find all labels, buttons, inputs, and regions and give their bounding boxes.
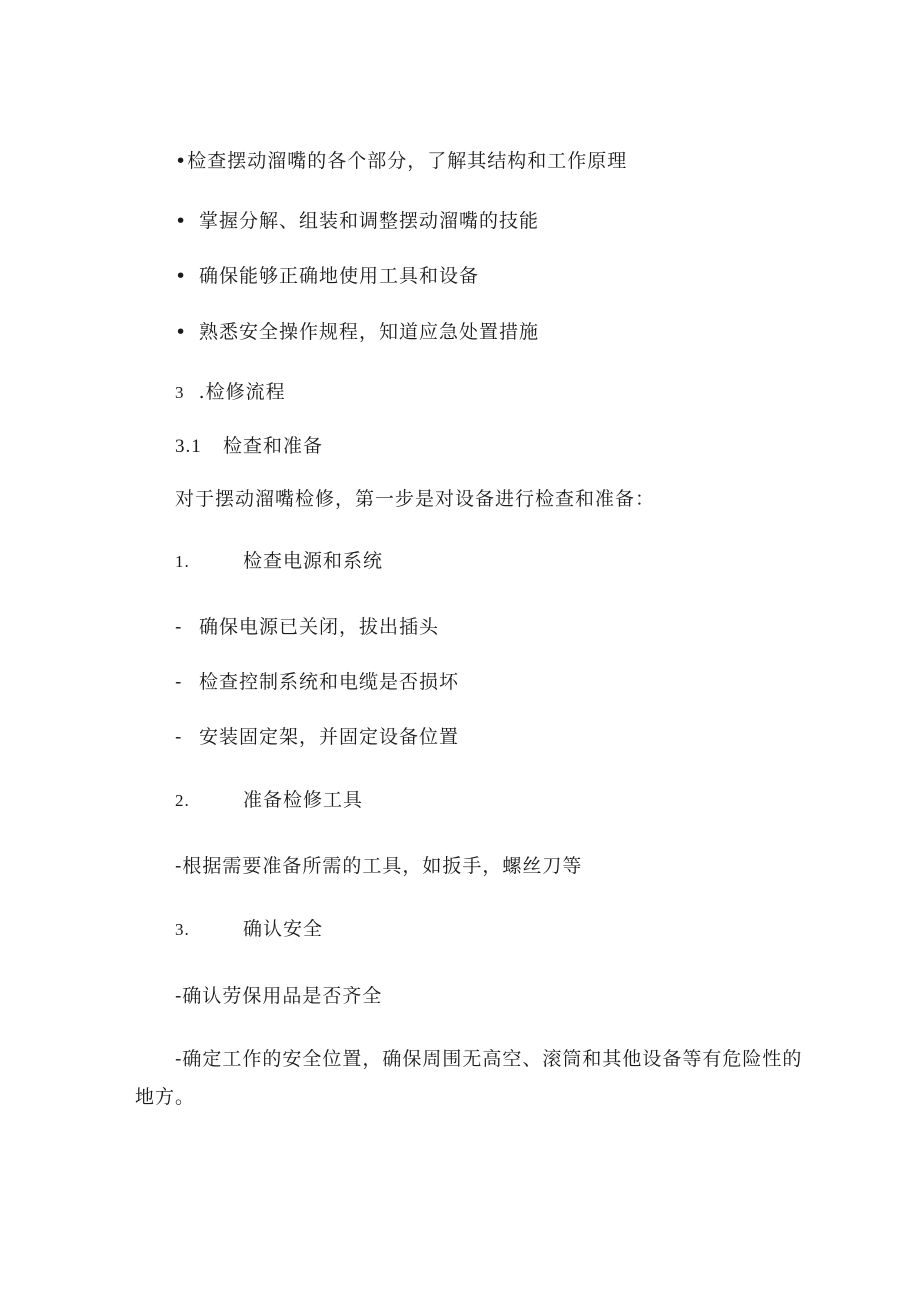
section-number: 3	[175, 383, 185, 402]
step-item	[175, 853, 582, 879]
objective-text: 掌握分解、组装和调整摆动溜嘴的技能	[199, 210, 540, 232]
bullet-marker: •	[175, 321, 188, 343]
section-title: .检修流程	[198, 381, 286, 403]
step-item-text: 检查控制系统和电缆是否损坏	[199, 671, 460, 693]
subsection-title: 检查和准备	[223, 435, 324, 457]
dash-marker: -	[175, 671, 183, 693]
step-number: 2.	[175, 791, 190, 810]
subsection-heading	[175, 433, 323, 460]
objective-text: 确保能够正确地使用工具和设备	[199, 265, 480, 287]
step-item	[175, 724, 459, 750]
bullet-marker: •	[175, 210, 188, 232]
objective-text: 检查摆动溜嘴的各个部分，了解其结构和工作原理	[187, 150, 628, 172]
step-heading	[175, 916, 323, 943]
dash-marker: -	[175, 1048, 183, 1070]
step-heading	[175, 787, 363, 814]
objective-item	[175, 319, 539, 345]
dash-marker: -	[175, 855, 183, 877]
dash-marker: -	[175, 616, 183, 638]
objective-item	[175, 263, 479, 289]
step-item	[175, 983, 382, 1009]
step-item-text: 确保电源已关闭，拔出插头	[199, 616, 440, 638]
step-item	[175, 614, 439, 640]
subsection-number: 3.1	[175, 436, 202, 457]
intro-paragraph: 对于摆动溜嘴检修，第一步是对设备进行检查和准备：	[175, 488, 656, 510]
step-title: 检查电源和系统	[243, 550, 384, 572]
step-item-text: 确认劳保用品是否齐全	[182, 985, 383, 1007]
step-item	[175, 669, 459, 695]
step-title: 准备检修工具	[243, 789, 364, 811]
objective-item	[175, 148, 627, 174]
dash-marker: -	[175, 985, 183, 1007]
step-item-text: 确定工作的安全位置，确保周围无高空、滚筒和其他设备等有危险性的地方。	[135, 1048, 803, 1108]
objective-item	[175, 208, 539, 234]
step-item-text: 安装固定架，并固定设备位置	[199, 726, 460, 748]
step-title: 确认安全	[243, 918, 324, 940]
step-heading	[175, 548, 383, 575]
step-number: 1.	[175, 552, 190, 571]
bullet-marker: •	[175, 265, 188, 287]
step-number: 3.	[175, 920, 190, 939]
section-heading	[175, 379, 286, 406]
dash-marker: -	[175, 726, 183, 748]
objective-text: 熟悉安全操作规程，知道应急处置措施	[199, 321, 540, 343]
bullet-marker: •	[175, 150, 188, 172]
step-item-wrapped	[135, 1040, 805, 1116]
step-item-text: 根据需要准备所需的工具，如扳手，螺丝刀等	[182, 855, 583, 877]
